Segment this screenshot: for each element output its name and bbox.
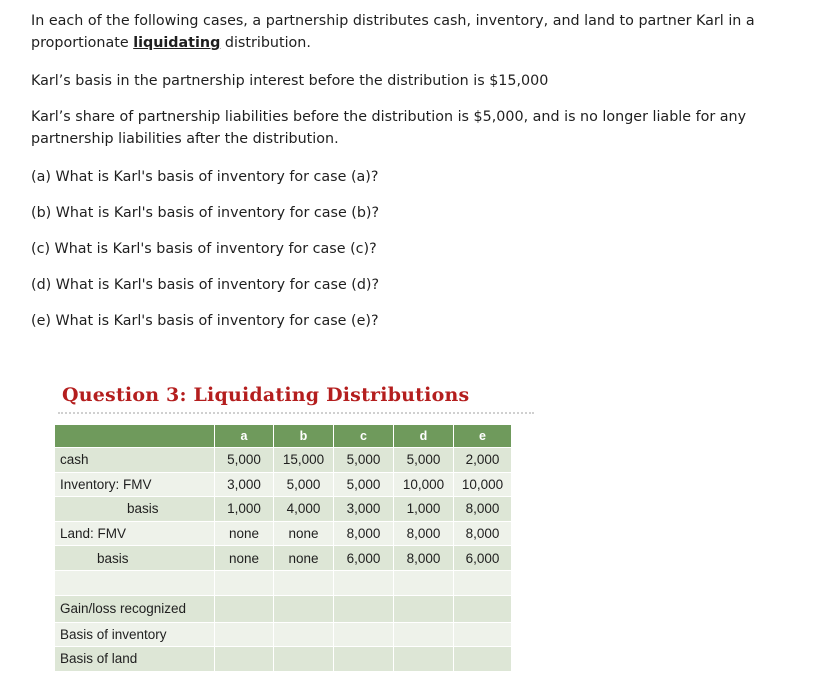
answer-cell [394, 622, 454, 647]
table-row-land-fmv [55, 521, 512, 546]
blank-cell [215, 570, 274, 595]
header-col-a: a [215, 425, 274, 448]
basis-statement: Karl’s basis in the partnership interest before the distribution is $15,000 [31, 73, 549, 89]
blank-cell [55, 570, 215, 595]
cell: 15,000 [274, 448, 334, 473]
table-header-row [55, 425, 512, 448]
question-a: (a) What is Karl's basis of inventory for case (a)? [31, 169, 379, 185]
question-d: (d) What is Karl's basis of inventory for case (d)? [31, 277, 380, 293]
row-label: cash [55, 448, 215, 473]
question-c: (c) What is Karl's basis of inventory for case (c)? [31, 241, 377, 257]
answer-cell [454, 647, 512, 672]
intro-text: In each of the following cases, a partnership distributes cash, inventory, and land to partner Karl in a proportionate [31, 13, 755, 51]
cell: 3,000 [215, 472, 274, 497]
cell: 5,000 [274, 472, 334, 497]
cell: 5,000 [215, 448, 274, 473]
cell: 4,000 [274, 497, 334, 522]
cell: 5,000 [334, 448, 394, 473]
table-row-inventory-fmv [55, 472, 512, 497]
cell: 8,000 [394, 546, 454, 571]
header-col-c: c [334, 425, 394, 448]
row-label: Land: FMV [55, 521, 215, 546]
cell: 8,000 [334, 521, 394, 546]
table-row-cash [55, 448, 512, 473]
blank-cell [334, 570, 394, 595]
blank-cell [394, 570, 454, 595]
answer-cell [334, 647, 394, 672]
blank-cell [454, 570, 512, 595]
intro-paragraph [31, 10, 771, 54]
answer-cell [274, 647, 334, 672]
answer-cell [215, 595, 274, 622]
cell: 8,000 [454, 497, 512, 522]
answer-cell [274, 622, 334, 647]
answer-cell [334, 622, 394, 647]
answer-cell [274, 595, 334, 622]
row-label: basis [55, 546, 215, 571]
table-row-blank [55, 570, 512, 595]
row-label: basis [55, 497, 215, 522]
row-label: Basis of land [55, 647, 215, 672]
row-label: Basis of inventory [55, 622, 215, 647]
answer-cell [454, 622, 512, 647]
cell: none [215, 521, 274, 546]
header-col-e: e [454, 425, 512, 448]
table-row-gain-loss [55, 595, 512, 622]
slide-title: Question 3: Liquidating Distributions [62, 384, 470, 406]
row-label: Inventory: FMV [55, 472, 215, 497]
title-divider [58, 412, 534, 414]
cell: 5,000 [334, 472, 394, 497]
cell: 1,000 [215, 497, 274, 522]
cell: 1,000 [394, 497, 454, 522]
answer-cell [394, 647, 454, 672]
intro-bold-word: liquidating [133, 35, 221, 51]
blank-cell [274, 570, 334, 595]
cell: 6,000 [454, 546, 512, 571]
question-e: (e) What is Karl's basis of inventory for case (e)? [31, 313, 379, 329]
question-b: (b) What is Karl's basis of inventory for case (b)? [31, 205, 380, 221]
answer-cell [394, 595, 454, 622]
answer-cell [215, 622, 274, 647]
cell: 8,000 [454, 521, 512, 546]
cell: 5,000 [394, 448, 454, 473]
cell: 3,000 [334, 497, 394, 522]
table-row-basis-inventory [55, 622, 512, 647]
answer-cell [215, 647, 274, 672]
cell: 10,000 [394, 472, 454, 497]
row-label: Gain/loss recognized [55, 595, 215, 622]
table-row-basis-land [55, 647, 512, 672]
header-blank [55, 425, 215, 448]
distribution-table [54, 424, 512, 672]
liability-statement: Karl’s share of partnership liabilities before the distribution is $5,000, and is no longer liable for any partnership liabilities after the distribution. [31, 109, 747, 147]
cell: 6,000 [334, 546, 394, 571]
intro-text-end: distribution. [220, 35, 311, 51]
cell: none [274, 546, 334, 571]
cell: none [274, 521, 334, 546]
cell: 8,000 [394, 521, 454, 546]
answer-cell [334, 595, 394, 622]
answer-cell [454, 595, 512, 622]
cell: none [215, 546, 274, 571]
table-row-land-basis [55, 546, 512, 571]
header-col-b: b [274, 425, 334, 448]
header-col-d: d [394, 425, 454, 448]
table-row-inventory-basis [55, 497, 512, 522]
cell: 2,000 [454, 448, 512, 473]
cell: 10,000 [454, 472, 512, 497]
